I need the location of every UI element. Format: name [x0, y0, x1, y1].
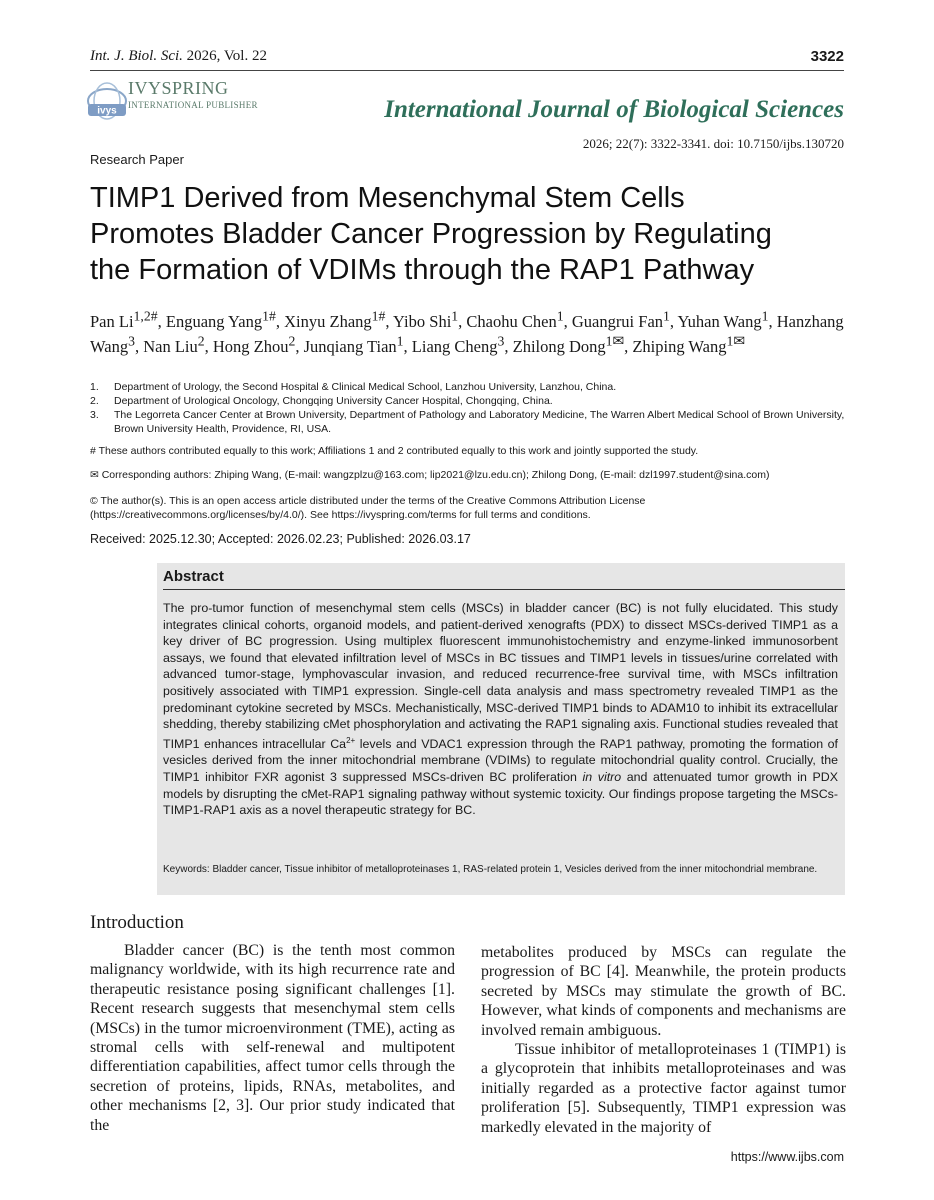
introduction-heading: Introduction — [90, 912, 184, 933]
equal-contribution-note: # These authors contributed equally to this work; Affiliations 1 and 2 contributed equally to this work and jointly supported the study. — [90, 445, 699, 457]
publisher-subtitle: INTERNATIONAL PUBLISHER — [128, 100, 258, 110]
publisher-name: IVYSPRING — [128, 78, 229, 98]
title-line: Promotes Bladder Cancer Progression by Regulating — [90, 218, 772, 250]
author: Xinyu Zhang$^{1\#}$, — [284, 308, 394, 331]
intro-paragraph: Tissue inhibitor of metalloproteinases 1 (TIMP1) is a glycoprotein that inhibits metalloproteinases and was initially regarded as a protective factor against tumor proliferation [5]. Subsequently, TIMP1 expression was markedly elevated in the majority of — [481, 1041, 846, 1136]
author: Enguang Yang$^{1\#}$, — [165, 308, 285, 331]
author: Pan $Li^{1,2\#}$, — [90, 308, 166, 331]
page-number: 3322 — [810, 48, 844, 65]
ivyspring-logo-icon — [86, 80, 128, 122]
abstract-body: The pro-tumor function of mesenchymal stem cells (MSCs) in bladder cancer (BC) is not fully elucidated. This study integrates clinical cohorts, organoid models, and patient-derived xenografts (PDX) to dissect MSCs-derived TIMP1 as a key driver of BC progression. Using multiplex fluorescent immunohistochemistry and enzyme-linked immunosorbent assays, we found that elevated infiltration level of MSCs in BC tissues and TIMP1 levels in tissues/urine correlated with advanced tumor-stage, lymphovascular invasion, and reduced recurrence-free survival time, with MSCs infiltration positively associated with TIMP1 expression. Single-cell data analysis and mass spectrometry revealed TIMP1 as the predominant cytokine secreted by MSCs. Mechanistically, MSC-derived TIMP1 binds to ADAM10 to inhibit its extracellular shedding, thereby stabilizing cMet phosphorylation and activating the RAP1 signaling axis. Functional studies revealed that TIMP1 enhances intracellular $Ca^{2+}$ levels and VDAC1 expression through the RAP1 pathway, promoting the formation of vesicles derived from the inner mitochondrial membrane (VDIMs) to regulate mitochondrial quality control. Crucially, the TIMP1 inhibitor FXR agonist 3 suppressed MSCs-driven BC proliferation in vitro and attenuated tumor growth in PDX models by disrupting the cMet-RAP1 signaling pathway without systemic toxicity. Our findings propose targeting the MSCs-TIMP1-RAP1 axis as a novel therapeutic strategy for BC. — [163, 601, 838, 818]
title-line: the Formation of VDIMs through the RAP1 Pathway — [90, 254, 755, 286]
volume: 2026, Vol. 22 — [186, 48, 267, 64]
footer-url[interactable]: https://www.ijbs.com — [730, 1150, 844, 1164]
author: Zhiping Wang$^{1✉}$ — [632, 333, 745, 356]
affiliation-item: 3. The Legorreta Cancer Center at Brown University, Department of Pathology and Laboratory Medicine, The Warren Albert Medical School of Brown University, Brown University Health, Providence, RI, USA. — [90, 409, 845, 435]
publication-dates: Received: 2025.12.30; Accepted: 2026.02.23; Published: 2026.03.17 — [90, 532, 471, 546]
header-rule — [90, 70, 844, 71]
abstract-heading: Abstract — [163, 568, 224, 585]
affiliation-list — [90, 380, 850, 436]
license-note: © The author(s). This is an open access article distributed under the terms of the Creative Commons Attribution License (https://creativecommons.org/licenses/by/4.0/). See https://ivyspring.com/terms for full terms and conditions. — [90, 495, 646, 521]
abstract-rule — [163, 589, 845, 590]
author: Junqiang Tian$^1$, — [303, 333, 412, 356]
citation: 2026; 22(7): 3322-3341. doi: 10.7150/ijbs.130720 — [582, 136, 844, 151]
title-line: TIMP1 Derived from Mesenchymal Stem Cells — [90, 182, 685, 214]
author: Chaohu Chen$^1$, — [466, 308, 572, 331]
logo-text: ivys — [97, 105, 117, 117]
author: Hong Zhou$^2$, — [212, 333, 304, 356]
author: Yuhan Wang$^1$, — [677, 308, 777, 331]
author: Nan Liu$^2$, — [143, 333, 213, 356]
affiliation-item: 2. Department of Urological Oncology, Chongqing University Cancer Hospital, Chongqing, China. — [90, 395, 553, 407]
paper-type: Research Paper — [90, 152, 184, 167]
author: Hanzhang Wang$^3$, — [90, 311, 844, 356]
journal-name: International Journal of Biological Sciences — [384, 96, 844, 123]
author: Yibo Shi$^1$, — [393, 308, 467, 331]
affiliation-item: 1. Department of Urology, the Second Hospital & Clinical Medical School, Lanzhou University, Lanzhou, China. — [90, 381, 617, 393]
intro-paragraph: metabolites produced by MSCs can regulate the progression of BC [4]. Meanwhile, the protein products secreted by MSCs may stimulate the growth of BC. However, what kinds of components and mechanisms are involved remain ambiguous. — [481, 944, 846, 1039]
journal-abbrev: Int. J. Biol. Sci. — [90, 48, 183, 64]
author-list — [90, 306, 850, 357]
author: Guangrui Fan$^1$, — [571, 308, 678, 331]
intro-paragraph: Bladder cancer (BC) is the tenth most common malignancy worldwide, with its high recurrence rate and therapeutic resistance posing significant challenges [1]. Recent research suggests that mesenchymal stem cells (MSCs) in the tumor microenvironment (TME), acting as stromal cells with self-renewal and multipotent differentiation capabilities, affect tumor cells through the secretion of proteins, lipids, RNAs, metabolites, and other mechanisms [2, 3]. Our prior study indicated that the — [90, 942, 455, 1134]
corresponding-authors: ✉ Corresponding authors: Zhiping Wang, (E-mail: wangzplzu@163.com; lip2021@lzu.edu.cn); Zhilong Dong, (E-mail: dzl1997.student@sina.com) — [90, 469, 770, 481]
intro-column-right — [481, 943, 846, 1137]
author: Liang Cheng$^3$, — [411, 333, 513, 356]
paper-title — [90, 180, 850, 288]
intro-column-left — [90, 941, 455, 1135]
author: Zhilong Dong$^{1✉}$, — [512, 333, 633, 356]
running-header — [90, 48, 267, 65]
keywords: Keywords: Bladder cancer, Tissue inhibitor of metalloproteinases 1, RAS-related protein 1, Vesicles derived from the inner mitochondrial membrane. — [163, 864, 818, 875]
